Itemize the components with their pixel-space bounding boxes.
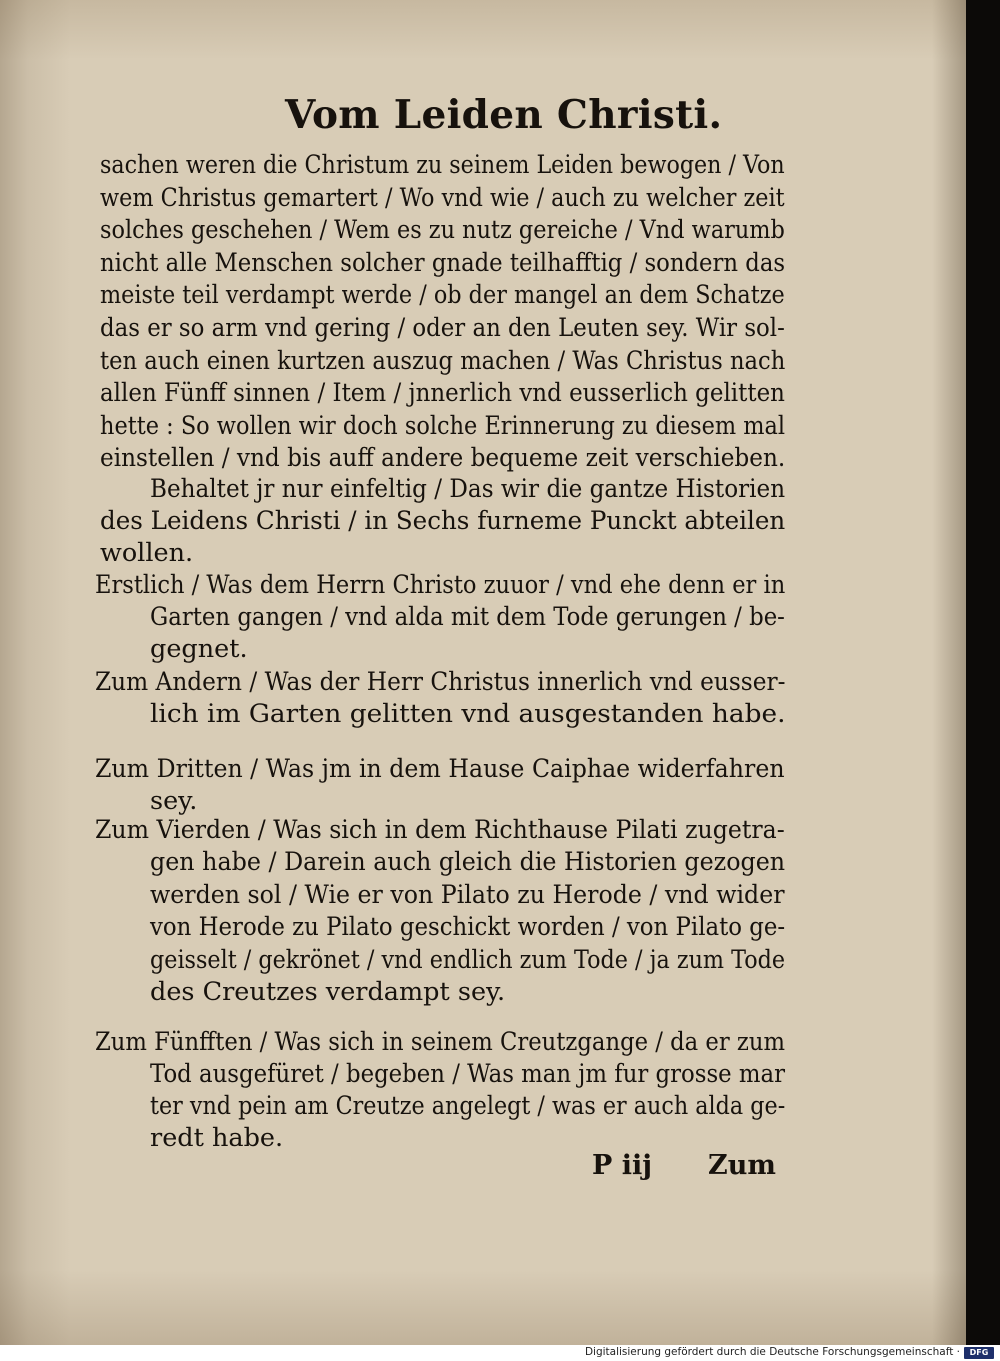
- text-line: Zum Fünfften / Was sich in seinem Creutzgange / da er zum: [95, 1027, 786, 1057]
- text-line: sachen weren die Christum zu seinem Leiden bewogen / Von: [100, 150, 785, 180]
- text-line: ten auch einen kurtzen auszug machen / Was Christus nach: [100, 345, 786, 376]
- text-line: werden sol / Wie er von Pilato zu Herode / vnd wider: [150, 879, 785, 910]
- dfg-logo: DFG: [964, 1347, 994, 1359]
- text-line: lich im Garten gelitten vnd ausgestanden habe.: [150, 699, 786, 729]
- text-line: des Leidens Christi / in Sechs furneme Punckt abteilen: [100, 506, 786, 536]
- text-line: Tod ausgefüret / begeben / Was man jm fur grosse mar: [150, 1059, 786, 1089]
- text-line: Zum Dritten / Was jm in dem Hause Caiphae widerfahren: [95, 754, 785, 784]
- text-line: geisselt / gekrönet / vnd endlich zum Tode / ja zum Tode: [150, 944, 786, 975]
- text-line: allen Fünff sinnen / Item / jnnerlich vnd eusserlich gelitten: [100, 378, 785, 409]
- text-line: Erstlich / Was dem Herrn Christo zuuor / vnd ehe denn er in: [95, 570, 786, 600]
- signature-mark: P iij: [592, 1150, 652, 1181]
- page-edge-shadow: [932, 0, 966, 1345]
- text-line: gen habe / Darein auch gleich die Historien gezogen: [150, 847, 786, 878]
- text-line: sey.: [150, 786, 198, 816]
- text-line: Zum Andern / Was der Herr Christus innerlich vnd eusser-: [95, 667, 786, 697]
- text-line: einstellen / vnd bis auff andere bequeme zeit verschieben.: [100, 443, 786, 474]
- text-line: Behaltet jr nur einfeltig / Das wir die gantze Historien: [150, 474, 786, 504]
- text-line: redt habe.: [150, 1123, 284, 1153]
- text-line: wem Christus gemartert / Wo vnd wie / auch zu welcher zeit: [100, 182, 785, 213]
- running-head: Vom Leiden Christi.: [285, 92, 723, 138]
- text-line: gegnet.: [150, 634, 248, 665]
- text-line: des Creutzes verdampt sey.: [150, 977, 506, 1007]
- text-line: hette : So wollen wir doch solche Erinnerung zu diesem mal: [100, 410, 786, 441]
- catchword: Zum: [708, 1150, 776, 1181]
- text-line: das er so arm vnd gering / oder an den Leuten sey. Wir sol-: [100, 313, 785, 343]
- footer-credit: Digitalisierung gefördert durch die Deutsche Forschungsgemeinschaft ·: [584, 1346, 960, 1358]
- digitization-footer: [0, 1345, 1000, 1361]
- text-line: von Herode zu Pilato geschickt worden / von Pilato ge-: [150, 912, 786, 943]
- text-line: ter vnd pein am Creutze angelegt / was er auch alda ge-: [150, 1091, 786, 1121]
- text-line: solches geschehen / Wem es zu nutz gereiche / Vnd warumb: [100, 215, 785, 246]
- text-line: nicht alle Menschen solcher gnade teilhafftig / sondern das: [100, 247, 786, 278]
- text-line: wollen.: [100, 538, 194, 568]
- text-line: meiste teil verdampt werde / ob der mangel an dem Schatze: [100, 280, 785, 311]
- text-line: Garten gangen / vnd alda mit dem Tode gerungen / be-: [150, 602, 785, 633]
- text-line: Zum Vierden / Was sich in dem Richthause Pilati zugetra-: [95, 815, 785, 845]
